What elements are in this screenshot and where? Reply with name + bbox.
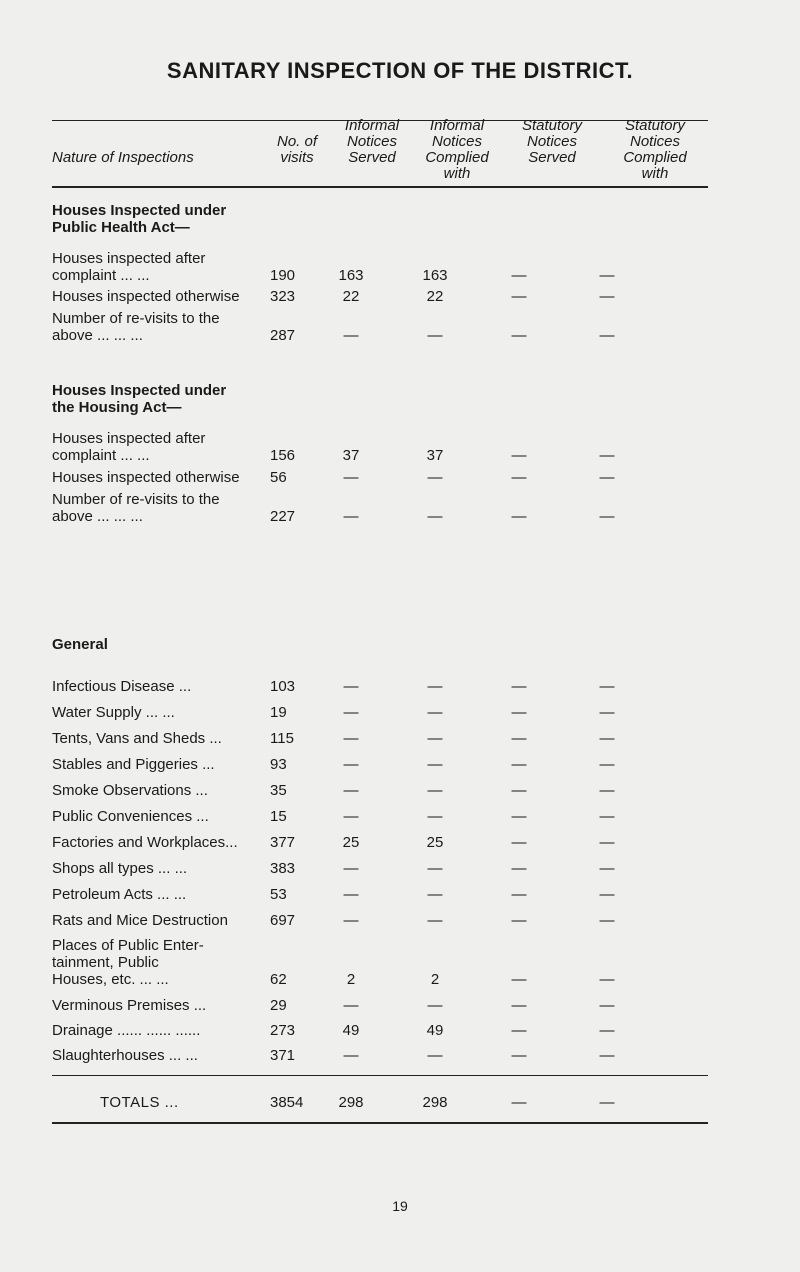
col-header-statutory-complied: Statutory Notices Complied with xyxy=(623,117,687,182)
cell-statutory-served: — xyxy=(511,1047,527,1064)
cell-informal-served: 2 xyxy=(346,971,356,988)
cell-statutory-served: — xyxy=(511,1094,527,1111)
cell-statutory-complied: — xyxy=(599,886,615,903)
cell-visits: 323 xyxy=(270,288,296,305)
cell-informal-served: — xyxy=(343,678,359,695)
cell-statutory-complied: — xyxy=(599,730,615,747)
row-label: Houses inspected after complaint ... ... xyxy=(52,430,206,464)
cell-statutory-served: — xyxy=(511,756,527,773)
table-row xyxy=(52,782,732,800)
col-header-visits: No. of visits xyxy=(276,133,318,166)
cell-informal-served: 49 xyxy=(342,1022,360,1039)
table-row xyxy=(52,860,732,878)
cell-informal-complied: 25 xyxy=(426,834,444,851)
row-label: Places of Public Enter- tainment, Public Houses, etc. ... ... xyxy=(52,937,204,988)
cell-statutory-complied: — xyxy=(599,860,615,877)
cell-informal-complied: — xyxy=(427,678,443,695)
cell-informal-served: — xyxy=(343,469,359,486)
cell-statutory-complied: — xyxy=(599,782,615,799)
cell-statutory-served: — xyxy=(511,678,527,695)
cell-statutory-served: — xyxy=(511,782,527,799)
col-header-nature: Nature of Inspections xyxy=(52,149,194,166)
cell-statutory-served: — xyxy=(511,808,527,825)
row-label: Houses inspected otherwise xyxy=(52,469,240,486)
cell-statutory-complied: — xyxy=(599,997,615,1014)
section-heading: General xyxy=(52,636,108,653)
cell-visits: 35 xyxy=(270,782,287,799)
table-row xyxy=(52,730,732,748)
cell-statutory-served: — xyxy=(511,469,527,486)
totals-row xyxy=(52,1094,732,1112)
cell-informal-served: 298 xyxy=(338,1094,364,1111)
cell-informal-served: 163 xyxy=(338,267,364,284)
cell-informal-complied: — xyxy=(427,886,443,903)
cell-informal-served: 37 xyxy=(342,447,360,464)
cell-informal-served: — xyxy=(343,782,359,799)
cell-statutory-complied: — xyxy=(599,447,615,464)
row-label: Infectious Disease ... xyxy=(52,678,192,695)
cell-statutory-complied: — xyxy=(599,288,615,305)
cell-statutory-complied: — xyxy=(599,267,615,284)
table-row xyxy=(52,469,732,487)
cell-statutory-served: — xyxy=(511,834,527,851)
cell-informal-complied: — xyxy=(427,782,443,799)
section-heading: Houses Inspected under Public Health Act— xyxy=(52,202,227,236)
cell-statutory-complied: — xyxy=(599,327,615,344)
row-label: Slaughterhouses ... ... xyxy=(52,1047,198,1064)
cell-informal-complied: 49 xyxy=(426,1022,444,1039)
row-label: Drainage ...... ...... ...... xyxy=(52,1022,201,1039)
col-header-informal-complied: Informal Notices Complied with xyxy=(425,117,489,182)
table-row xyxy=(52,808,732,826)
row-label: Verminous Premises ... xyxy=(52,997,207,1014)
cell-visits: 62 xyxy=(270,971,287,988)
cell-informal-complied: — xyxy=(427,860,443,877)
totals-top-rule xyxy=(52,1075,708,1076)
table-row xyxy=(52,997,732,1015)
table-row xyxy=(52,912,732,930)
cell-informal-served: — xyxy=(343,730,359,747)
table-row xyxy=(52,678,732,696)
cell-informal-served: — xyxy=(343,912,359,929)
cell-informal-complied: — xyxy=(427,508,443,525)
cell-statutory-served: — xyxy=(511,860,527,877)
cell-informal-complied: — xyxy=(427,756,443,773)
cell-visits: 377 xyxy=(270,834,296,851)
cell-visits: 53 xyxy=(270,886,287,903)
cell-statutory-complied: — xyxy=(599,1047,615,1064)
cell-informal-served: 25 xyxy=(342,834,360,851)
cell-statutory-served: — xyxy=(511,288,527,305)
section-heading: Houses Inspected under the Housing Act— xyxy=(52,382,227,416)
totals-label: TOTALS ... xyxy=(100,1094,179,1111)
cell-informal-complied: — xyxy=(427,704,443,721)
cell-informal-served: — xyxy=(343,860,359,877)
row-label: Public Conveniences ... xyxy=(52,808,209,825)
row-label: Factories and Workplaces... xyxy=(52,834,238,851)
table-row xyxy=(52,704,732,722)
cell-informal-served: — xyxy=(343,327,359,344)
cell-statutory-complied: — xyxy=(599,1094,615,1111)
cell-statutory-served: — xyxy=(511,447,527,464)
table-row xyxy=(52,310,732,346)
cell-statutory-complied: — xyxy=(599,834,615,851)
cell-statutory-complied: — xyxy=(599,971,615,988)
cell-statutory-served: — xyxy=(511,997,527,1014)
cell-statutory-complied: — xyxy=(599,1022,615,1039)
cell-informal-complied: 298 xyxy=(422,1094,448,1111)
table-row xyxy=(52,430,732,466)
totals-bottom-rule xyxy=(52,1122,708,1124)
cell-statutory-served: — xyxy=(511,704,527,721)
row-label: Number of re-visits to the above ... ... ... xyxy=(52,310,220,344)
cell-statutory-complied: — xyxy=(599,704,615,721)
cell-visits: 19 xyxy=(270,704,287,721)
cell-informal-served: — xyxy=(343,997,359,1014)
cell-visits: 227 xyxy=(270,508,296,525)
col-header-statutory-served: Statutory Notices Served xyxy=(521,117,583,166)
row-label: Number of re-visits to the above ... ... ... xyxy=(52,491,220,525)
cell-statutory-complied: — xyxy=(599,756,615,773)
table-row xyxy=(52,937,732,991)
cell-statutory-served: — xyxy=(511,971,527,988)
cell-informal-served: — xyxy=(343,508,359,525)
cell-visits: 190 xyxy=(270,267,296,284)
cell-visits: 93 xyxy=(270,756,287,773)
cell-informal-served: — xyxy=(343,886,359,903)
cell-statutory-served: — xyxy=(511,730,527,747)
cell-statutory-complied: — xyxy=(599,808,615,825)
cell-visits: 3854 xyxy=(270,1094,304,1111)
cell-informal-served: 22 xyxy=(342,288,360,305)
page-number: 19 xyxy=(392,1198,408,1214)
cell-visits: 56 xyxy=(270,469,287,486)
cell-informal-served: — xyxy=(343,1047,359,1064)
row-label: Rats and Mice Destruction xyxy=(52,912,228,929)
cell-statutory-served: — xyxy=(511,327,527,344)
cell-statutory-served: — xyxy=(511,912,527,929)
cell-informal-complied: 163 xyxy=(422,267,448,284)
cell-statutory-complied: — xyxy=(599,469,615,486)
table-row xyxy=(52,834,732,852)
cell-informal-complied: — xyxy=(427,912,443,929)
cell-visits: 103 xyxy=(270,678,296,695)
table-row xyxy=(52,886,732,904)
cell-visits: 371 xyxy=(270,1047,296,1064)
row-label: Shops all types ... ... xyxy=(52,860,188,877)
cell-statutory-complied: — xyxy=(599,912,615,929)
table-row xyxy=(52,288,732,306)
page-title: SANITARY INSPECTION OF THE DISTRICT. xyxy=(166,58,634,83)
table-row xyxy=(52,491,732,527)
cell-visits: 156 xyxy=(270,447,296,464)
table-row xyxy=(52,756,732,774)
cell-statutory-served: — xyxy=(511,1022,527,1039)
row-label: Tents, Vans and Sheds ... xyxy=(52,730,222,747)
cell-informal-complied: — xyxy=(427,469,443,486)
cell-informal-complied: 2 xyxy=(430,971,440,988)
row-label: Houses inspected after complaint ... ... xyxy=(52,250,206,284)
cell-informal-complied: 37 xyxy=(426,447,444,464)
cell-visits: 697 xyxy=(270,912,296,929)
cell-visits: 15 xyxy=(270,808,287,825)
cell-informal-served: — xyxy=(343,808,359,825)
cell-informal-complied: — xyxy=(427,997,443,1014)
cell-visits: 287 xyxy=(270,327,296,344)
cell-visits: 29 xyxy=(270,997,287,1014)
row-label: Stables and Piggeries ... xyxy=(52,756,215,773)
cell-informal-served: — xyxy=(343,756,359,773)
row-label: Petroleum Acts ... ... xyxy=(52,886,187,903)
cell-statutory-served: — xyxy=(511,886,527,903)
cell-statutory-complied: — xyxy=(599,678,615,695)
row-label: Water Supply ... ... xyxy=(52,704,175,721)
cell-informal-complied: — xyxy=(427,730,443,747)
table-row xyxy=(52,250,732,286)
cell-visits: 115 xyxy=(270,730,294,747)
table-row xyxy=(52,1022,732,1040)
cell-informal-complied: — xyxy=(427,1047,443,1064)
table-row xyxy=(52,1047,732,1065)
cell-visits: 383 xyxy=(270,860,296,877)
cell-statutory-served: — xyxy=(511,267,527,284)
cell-informal-complied: — xyxy=(427,327,443,344)
row-label: Houses inspected otherwise xyxy=(52,288,240,305)
cell-informal-complied: 22 xyxy=(426,288,444,305)
cell-statutory-served: — xyxy=(511,508,527,525)
cell-informal-complied: — xyxy=(427,808,443,825)
cell-informal-served: — xyxy=(343,704,359,721)
row-label: Smoke Observations ... xyxy=(52,782,208,799)
cell-statutory-complied: — xyxy=(599,508,615,525)
cell-visits: 273 xyxy=(270,1022,296,1039)
header-bottom-rule xyxy=(52,186,708,188)
col-header-informal-served: Informal Notices Served xyxy=(344,117,400,166)
